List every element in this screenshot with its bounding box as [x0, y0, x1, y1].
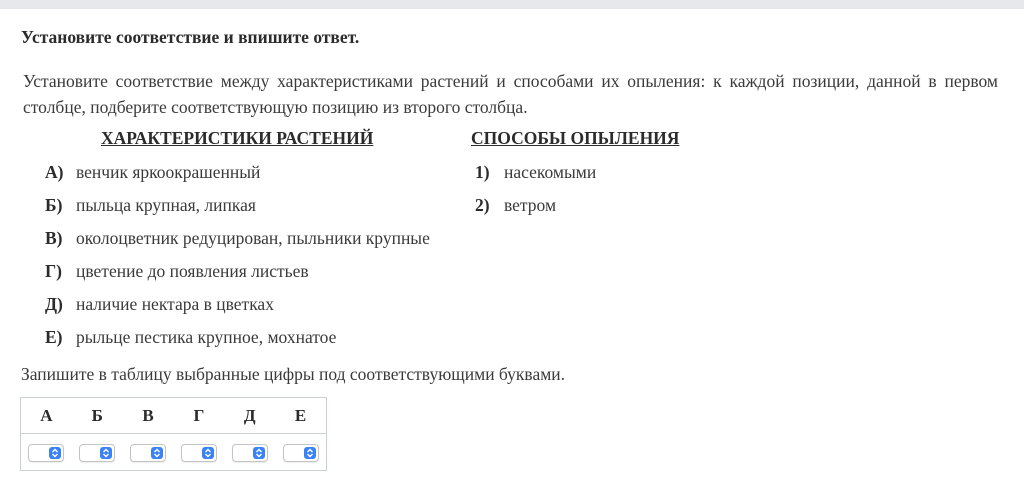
- answer-header-cell: В: [142, 406, 154, 425]
- answer-select-e[interactable]: [283, 444, 319, 462]
- updown-arrows-icon: [304, 447, 316, 459]
- methods-column-header: СПОСОБЫ ОПЫЛЕНИЯ: [471, 128, 680, 148]
- answer-cell: [275, 444, 326, 462]
- method-number: 2): [475, 195, 490, 215]
- characteristic-item: [45, 162, 260, 183]
- characteristic-text: околоцветник редуцирован, пыльники крупные: [76, 228, 430, 248]
- answer-cell: [21, 444, 72, 462]
- characteristic-text: цветение до появления листьев: [76, 261, 309, 281]
- characteristic-item: [45, 294, 274, 315]
- answer-header-cell: А: [40, 406, 53, 425]
- method-text: ветром: [504, 195, 557, 215]
- characteristic-letter: Е): [45, 327, 63, 347]
- characteristic-text: наличие нектара в цветках: [76, 294, 274, 314]
- updown-arrows-icon: [202, 447, 214, 459]
- answer-cell: [123, 444, 174, 462]
- characteristic-item: [45, 261, 309, 282]
- answer-select-g[interactable]: [181, 444, 217, 462]
- answer-header-cell: Д: [243, 406, 256, 425]
- characteristic-letter: Б): [45, 195, 63, 215]
- answer-table-header: [21, 398, 326, 434]
- updown-arrows-icon: [151, 447, 163, 459]
- characteristic-text: венчик яркоокрашенный: [76, 162, 261, 182]
- characteristic-letter: А): [45, 162, 64, 182]
- method-text: насекомыми: [504, 162, 597, 182]
- characteristic-letter: В): [45, 228, 63, 248]
- characteristics-column-header: ХАРАКТЕРИСТИКИ РАСТЕНИЙ: [101, 128, 374, 148]
- method-item: [475, 162, 596, 183]
- method-number: 1): [475, 162, 490, 182]
- answer-cell: [224, 444, 275, 462]
- answer-select-a[interactable]: [28, 444, 64, 462]
- updown-arrows-icon: [100, 447, 112, 459]
- answer-select-d[interactable]: [232, 444, 268, 462]
- answer-table-row: [21, 434, 326, 472]
- top-bar: [0, 0, 1024, 9]
- answer-select-b[interactable]: [79, 444, 115, 462]
- answer-header-cell: Г: [193, 406, 205, 425]
- task-instruction: Установите соответствие между характеристиками растений и способами их опыления: к каждой позиции, данной в первом столбце, подберите соответствующую позицию из второго столбца.: [23, 71, 998, 117]
- answer-cell: [72, 444, 123, 462]
- answer-instruction: Запишите в таблицу выбранные цифры под соответствующими буквами.: [21, 364, 566, 384]
- method-item: [475, 195, 556, 216]
- answer-table: [20, 397, 327, 471]
- answer-header-cell: Е: [294, 406, 307, 425]
- characteristic-letter: Д): [45, 294, 63, 314]
- updown-arrows-icon: [49, 447, 61, 459]
- answer-select-v[interactable]: [130, 444, 166, 462]
- characteristic-text: рыльце пестика крупное, мохнатое: [76, 327, 337, 347]
- characteristic-text: пыльца крупная, липкая: [76, 195, 256, 215]
- characteristic-item: [45, 327, 336, 348]
- updown-arrows-icon: [253, 447, 265, 459]
- characteristic-item: [45, 228, 430, 249]
- answer-header-cell: Б: [91, 406, 103, 425]
- task-header: Установите соответствие и впишите ответ.: [21, 27, 360, 47]
- characteristic-item: [45, 195, 256, 216]
- characteristic-letter: Г): [45, 261, 62, 281]
- answer-cell: [173, 444, 224, 462]
